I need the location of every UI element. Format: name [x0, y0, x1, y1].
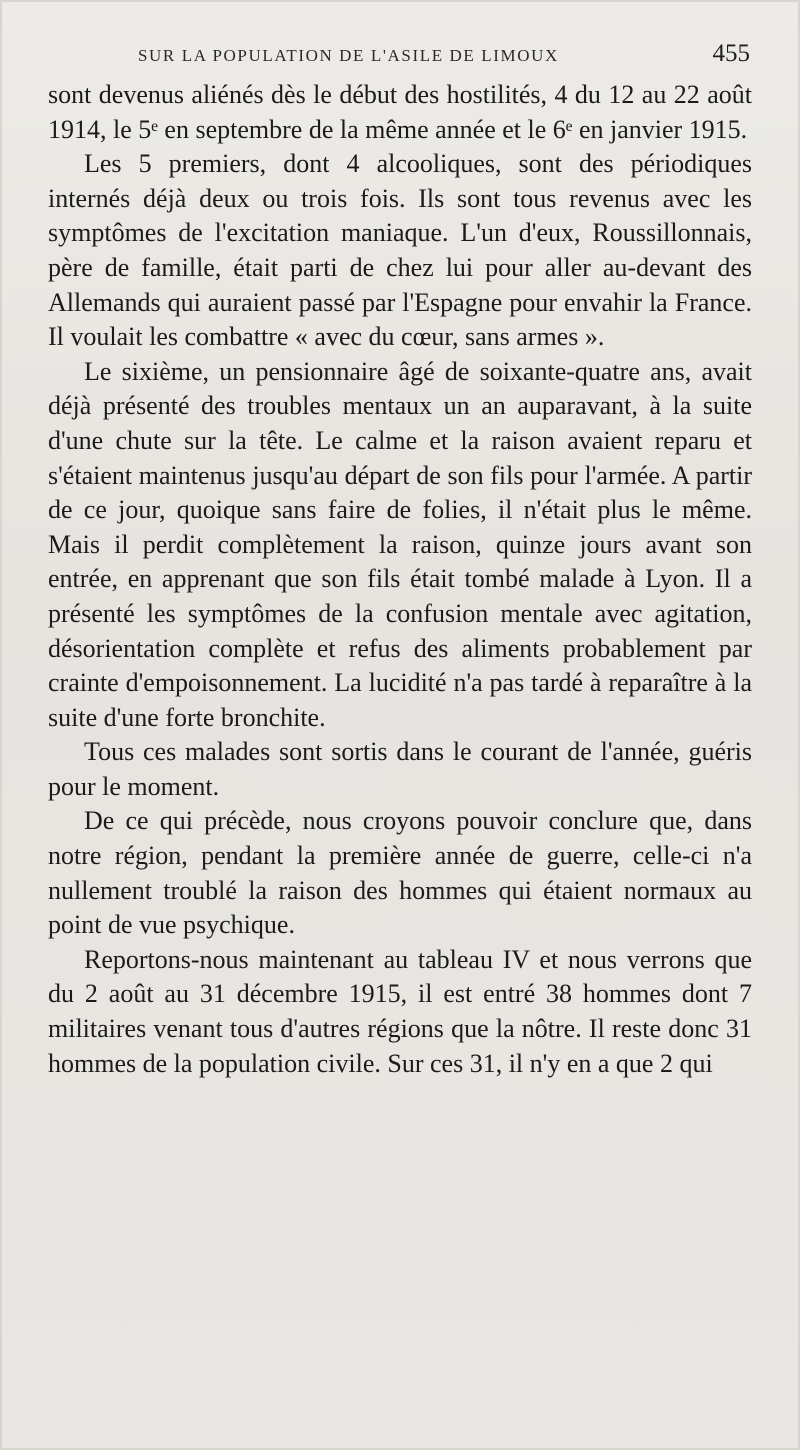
paragraph-discharge: Tous ces malades sont sortis dans le courant de l'année, guéris pour le moment.	[48, 737, 752, 801]
body-text	[48, 78, 752, 1081]
paragraph-conclusion: De ce qui précède, nous croyons pouvoir conclure que, dans notre région, pendant la première année de guerre, celle-ci n'a nullement troublé la raison des hommes qui étaient normaux au point de vue psychique.	[48, 806, 752, 940]
paragraph-continuation: sont devenus aliénés dès le début des hostilités, 4 du 12 au 22 août 1914, le 5ᵉ en septembre de la même année et le 6ᵉ en janvier 1915.	[48, 80, 752, 144]
page-header	[138, 40, 768, 76]
page-number: 455	[712, 40, 750, 67]
running-head: SUR LA POPULATION DE L'ASILE DE LIMOUX	[138, 46, 559, 65]
paragraph-table-iv: Reportons-nous maintenant au tableau IV et nous verrons que du 2 août au 31 décembre 1915, il est entré 38 hommes dont 7 militaires venant tous d'autres régions que la nôtre. Il reste donc 31 hommes de la population civile. Sur ces 31, il n'y en a que 2 qui	[48, 944, 752, 1078]
paragraph-periodic-patients: Les 5 premiers, dont 4 alcooliques, sont des périodiques internés déjà deux ou trois fois. Ils sont tous revenus avec les symptômes de l'excitation maniaque. L'un d'eux, Roussillonnais, père de famille, était parti de chez lui pour aller au-devant des Allemands qui auraient passé par l'Espagne pour envahir la France. Il voulait les combattre « avec du cœur, sans armes ».	[48, 149, 752, 352]
paragraph-sixth-patient: Le sixième, un pensionnaire âgé de soixante-quatre ans, avait déjà présenté des troubles mentaux un an auparavant, à la suite d'une chute sur la tête. Le calme et la raison avaient reparu et s'étaient maintenus jusqu'au départ de son fils pour l'armée. A partir de ce jour, quoique sans faire de folies, il n'était plus le même. Mais il perdit complètement la raison, quinze jours avant son entrée, en apprenant que son fils était tombé malade à Lyon. Il a présenté les symptômes de la confusion mentale avec agitation, désorientation complète et refus des aliments probablement par crainte d'empoisonnement. La lucidité n'a pas tardé à reparaître à la suite d'une forte bronchite.	[48, 356, 752, 732]
